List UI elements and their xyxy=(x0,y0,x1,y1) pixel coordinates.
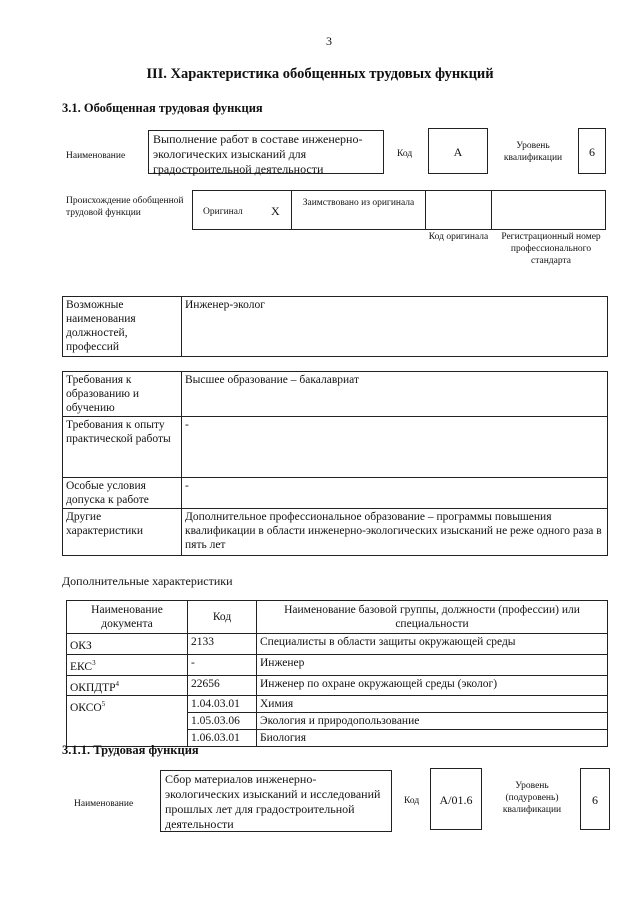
row-doc: ОКСО$^5$ xyxy=(67,696,188,747)
tf-code-value: А/01.6 xyxy=(430,768,482,830)
header-document: Наименование документа xyxy=(67,601,188,634)
row-code: 1.05.03.06 xyxy=(188,713,257,730)
gf-origin-label: Происхождение обобщенной трудовой функции xyxy=(66,196,184,218)
req-admission-label: Особые условия допуска к работе xyxy=(63,478,182,509)
section-title: III. Характеристика обобщенных трудовых функций xyxy=(146,66,494,82)
gf-level-value: 6 xyxy=(578,128,606,174)
positions-value: Инженер-эколог xyxy=(182,297,608,357)
row-doc: ОКЗ xyxy=(67,634,188,655)
row-doc: ЕКС$^3$ xyxy=(67,654,188,675)
req-education-label: Требования к образованию и обучению xyxy=(63,372,182,417)
row-name: Инженер по охране окружающей среды (эколог) xyxy=(257,675,608,696)
original-mark: Х xyxy=(271,204,280,218)
row-name: Биология xyxy=(257,730,608,747)
header-code: Код xyxy=(188,601,257,634)
row-name: Экология и природопользование xyxy=(257,713,608,730)
page-number: 3 xyxy=(326,34,332,48)
row-code: 2133 xyxy=(188,634,257,655)
row-name: Химия xyxy=(257,696,608,713)
reg-number-cell xyxy=(491,190,606,230)
row-code: 1.06.03.01 xyxy=(188,730,257,747)
reg-number-label: Регистрационный номер профессионального стандарта xyxy=(501,232,601,266)
gf-code-value: А xyxy=(428,128,488,174)
row-doc: ОКПДТР$^4$ xyxy=(67,675,188,696)
row-name: Специалисты в области защиты окружающей среды xyxy=(257,634,608,655)
positions-table xyxy=(62,296,608,357)
req-other-label: Другие характеристики xyxy=(63,509,182,556)
req-admission-value: - xyxy=(182,478,608,509)
gf-name-label: Наименование xyxy=(66,151,126,161)
tf-level-label: Уровень (подуровень) квалификации xyxy=(502,781,562,815)
req-other-value: Дополнительное профессиональное образование – программы повышения квалификации в области инженерно-экологических изысканий не реже одного раза в пять лет xyxy=(182,509,608,556)
req-experience-value: - xyxy=(182,417,608,478)
tf-name-value: Сбор материалов инженерно-экологических изысканий и исследований прошлых лет для градостроительной деятельности xyxy=(160,770,392,832)
row-code: 22656 xyxy=(188,675,257,696)
gf-heading: 3.1. Обобщенная трудовая функция xyxy=(62,101,263,115)
row-name: Инженер xyxy=(257,654,608,675)
tf-heading: 3.1.1. Трудовая функция xyxy=(62,743,199,757)
tf-name-label: Наименование xyxy=(74,799,134,809)
row-code: - xyxy=(188,654,257,675)
origin-original-cell xyxy=(192,190,292,230)
origin-code-label: Код оригинала xyxy=(428,232,489,242)
req-education-value: Высшее образование – бакалавриат xyxy=(182,372,608,417)
positions-label: Возможные наименования должностей, профессий xyxy=(63,297,182,357)
borrowed-label: Заимствовано из оригинала xyxy=(291,190,426,230)
tf-code-label: Код xyxy=(404,796,420,806)
gf-code-label: Код xyxy=(397,149,413,159)
gf-name-value: Выполнение работ в составе инженерно-экологических изысканий для градостроительной деятельности xyxy=(148,130,384,174)
requirements-table xyxy=(62,371,608,556)
origin-code-cell xyxy=(425,190,492,230)
req-experience-label: Требования к опыту практической работы xyxy=(63,417,182,478)
additional-table xyxy=(66,600,608,747)
additional-heading: Дополнительные характеристики xyxy=(62,574,233,588)
gf-level-label: Уровень квалификации xyxy=(503,141,563,163)
row-code: 1.04.03.01 xyxy=(188,696,257,713)
header-group-name: Наименование базовой группы, должности (профессии) или специальности xyxy=(257,601,608,634)
tf-level-value: 6 xyxy=(580,768,610,830)
original-label: Оригинал xyxy=(203,207,243,217)
